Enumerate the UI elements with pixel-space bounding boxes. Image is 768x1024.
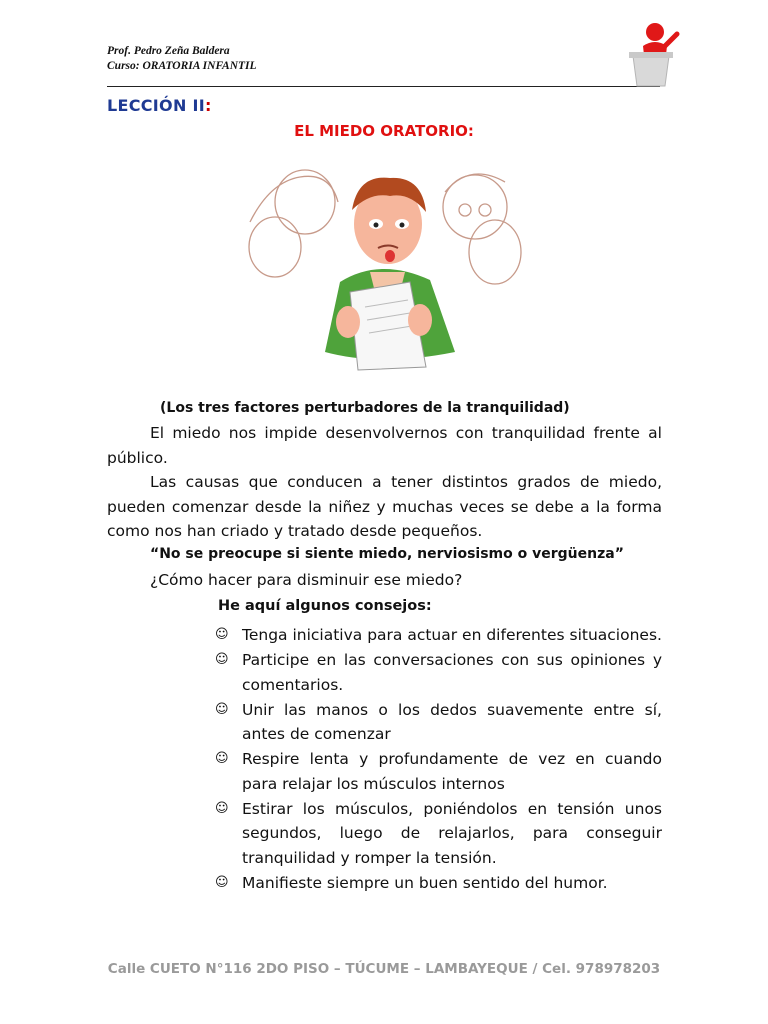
list-item: ☺ Respire lenta y profundamente de vez en cuando para relajar los músculos internos — [215, 747, 662, 796]
smiley-icon: ☺ — [215, 627, 229, 642]
smiley-icon: ☺ — [215, 701, 229, 717]
tips-heading: He aquí algunos consejos: — [218, 598, 432, 614]
list-item: ☺ Tenga iniciativa para actuar en diferentes situaciones. — [215, 623, 662, 648]
list-item: ☺ Estirar los músculos, poniéndolos en tensión unos segundos, luego de relajarlos, para conseguir tranquilidad y romper la tensión. — [215, 797, 662, 871]
section-subtitle: (Los tres factores perturbadores de la tranquilidad) — [160, 400, 570, 416]
document-footer: Calle CUETO N°116 2DO PISO – TÚCUME – LAMBAYEQUE / Cel. 978978203 — [107, 961, 661, 977]
smiley-icon: ☺ — [215, 751, 229, 766]
lesson-label: LECCIÓN II: — [107, 96, 212, 115]
paragraph-1: El miedo nos impide desenvolvernos con tranquilidad frente al público. — [107, 424, 662, 467]
tips-list — [215, 623, 662, 896]
question-text: ¿Cómo hacer para disminuir ese miedo? — [150, 571, 463, 589]
smiley-icon: ☺ — [215, 652, 229, 667]
teacher-name: Prof. Pedro Zeña Baldera — [107, 45, 230, 57]
nervous-boy-illustration-icon — [230, 152, 540, 372]
smiley-icon: ☺ — [215, 874, 229, 890]
course-name: Curso: ORATORIA INFANTIL — [107, 60, 257, 72]
paragraph-2: Las causas que conducen a tener distintos grados de miedo, pueden comenzar desde la niñez y muchas veces se debe a la forma como nos han criado y tratado desde pequeños. — [107, 473, 662, 540]
page-title: EL MIEDO ORATORIO: — [294, 122, 474, 140]
document-header — [107, 44, 257, 74]
quote-text: “No se preocupe si siente miedo, nerviosismo o vergüenza” — [150, 546, 624, 562]
speaker-logo-icon — [613, 20, 683, 90]
smiley-icon: ☺ — [215, 800, 229, 816]
list-item: ☺ Manifieste siempre un buen sentido del humor. — [215, 871, 662, 896]
header-divider — [107, 86, 660, 87]
list-item: ☺ Unir las manos o los dedos suavemente entre sí, antes de comenzar — [215, 698, 662, 747]
list-item: ☺ Participe en las conversaciones con sus opiniones y comentarios. — [215, 648, 662, 697]
